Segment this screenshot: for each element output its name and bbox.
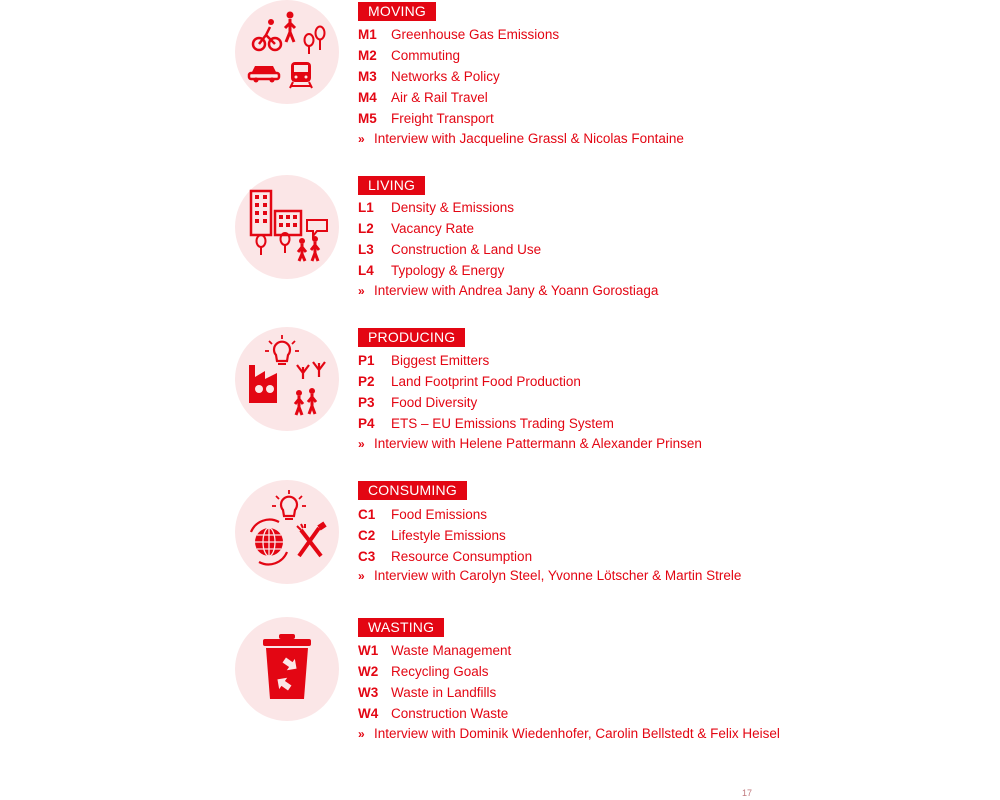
- list-item[interactable]: W4 Construction Waste: [358, 706, 509, 721]
- interview-link[interactable]: » Interview with Andrea Jany & Yoann Gorostiaga: [358, 281, 658, 301]
- list-item[interactable]: M1 Greenhouse Gas Emissions: [358, 27, 560, 42]
- interview-link[interactable]: » Interview with Jacqueline Grassl & Nicolas Fontaine: [358, 129, 684, 149]
- buildings-icon: [235, 175, 339, 279]
- interview-link[interactable]: » Interview with Helene Pattermann & Alexander Prinsen: [358, 434, 702, 454]
- list-item[interactable]: M3 Networks & Policy: [358, 69, 500, 84]
- recycle-bin-icon: [235, 617, 339, 721]
- chevron-right-icon: »: [358, 132, 365, 146]
- page-number: 17: [742, 788, 753, 798]
- list-item[interactable]: P1 Biggest Emitters: [358, 353, 490, 368]
- list-item[interactable]: M4 Air & Rail Travel: [358, 90, 488, 105]
- list-item[interactable]: C3 Resource Consumption: [358, 549, 533, 564]
- list-item[interactable]: M2 Commuting: [358, 48, 461, 63]
- list-item[interactable]: L1 Density & Emissions: [358, 200, 515, 215]
- interview-link[interactable]: » Interview with Carolyn Steel, Yvonne Lötscher & Martin Strele: [358, 566, 741, 586]
- list-item[interactable]: L4 Typology & Energy: [358, 263, 505, 278]
- list-item[interactable]: W1 Waste Management: [358, 643, 512, 658]
- chevron-right-icon: »: [358, 437, 365, 451]
- list-item[interactable]: W3 Waste in Landfills: [358, 685, 497, 700]
- factory-icon: [235, 327, 339, 431]
- list-item[interactable]: M5 Freight Transport: [358, 111, 494, 126]
- chevron-right-icon: »: [358, 569, 365, 583]
- transport-icon: [235, 0, 339, 104]
- list-item[interactable]: C2 Lifestyle Emissions: [358, 528, 506, 543]
- section-title: PRODUCING: [358, 328, 465, 347]
- list-item[interactable]: P4 ETS – EU Emissions Trading System: [358, 416, 614, 431]
- list-item[interactable]: C1 Food Emissions: [358, 507, 488, 522]
- list-item[interactable]: P3 Food Diversity: [358, 395, 478, 410]
- list-item[interactable]: P2 Land Footprint Food Production: [358, 374, 581, 389]
- chevron-right-icon: »: [358, 727, 365, 741]
- section-title: MOVING: [358, 2, 436, 21]
- chevron-right-icon: »: [358, 284, 365, 298]
- list-item[interactable]: L2 Vacancy Rate: [358, 221, 475, 236]
- interview-link[interactable]: » Interview with Dominik Wiedenhofer, Carolin Bellstedt & Felix Heisel: [358, 724, 780, 744]
- section-title: LIVING: [358, 176, 425, 195]
- list-item[interactable]: W2 Recycling Goals: [358, 664, 489, 679]
- section-title: CONSUMING: [358, 481, 467, 500]
- list-item[interactable]: L3 Construction & Land Use: [358, 242, 542, 257]
- section-title: WASTING: [358, 618, 444, 637]
- globe-cutlery-icon: [235, 480, 339, 584]
